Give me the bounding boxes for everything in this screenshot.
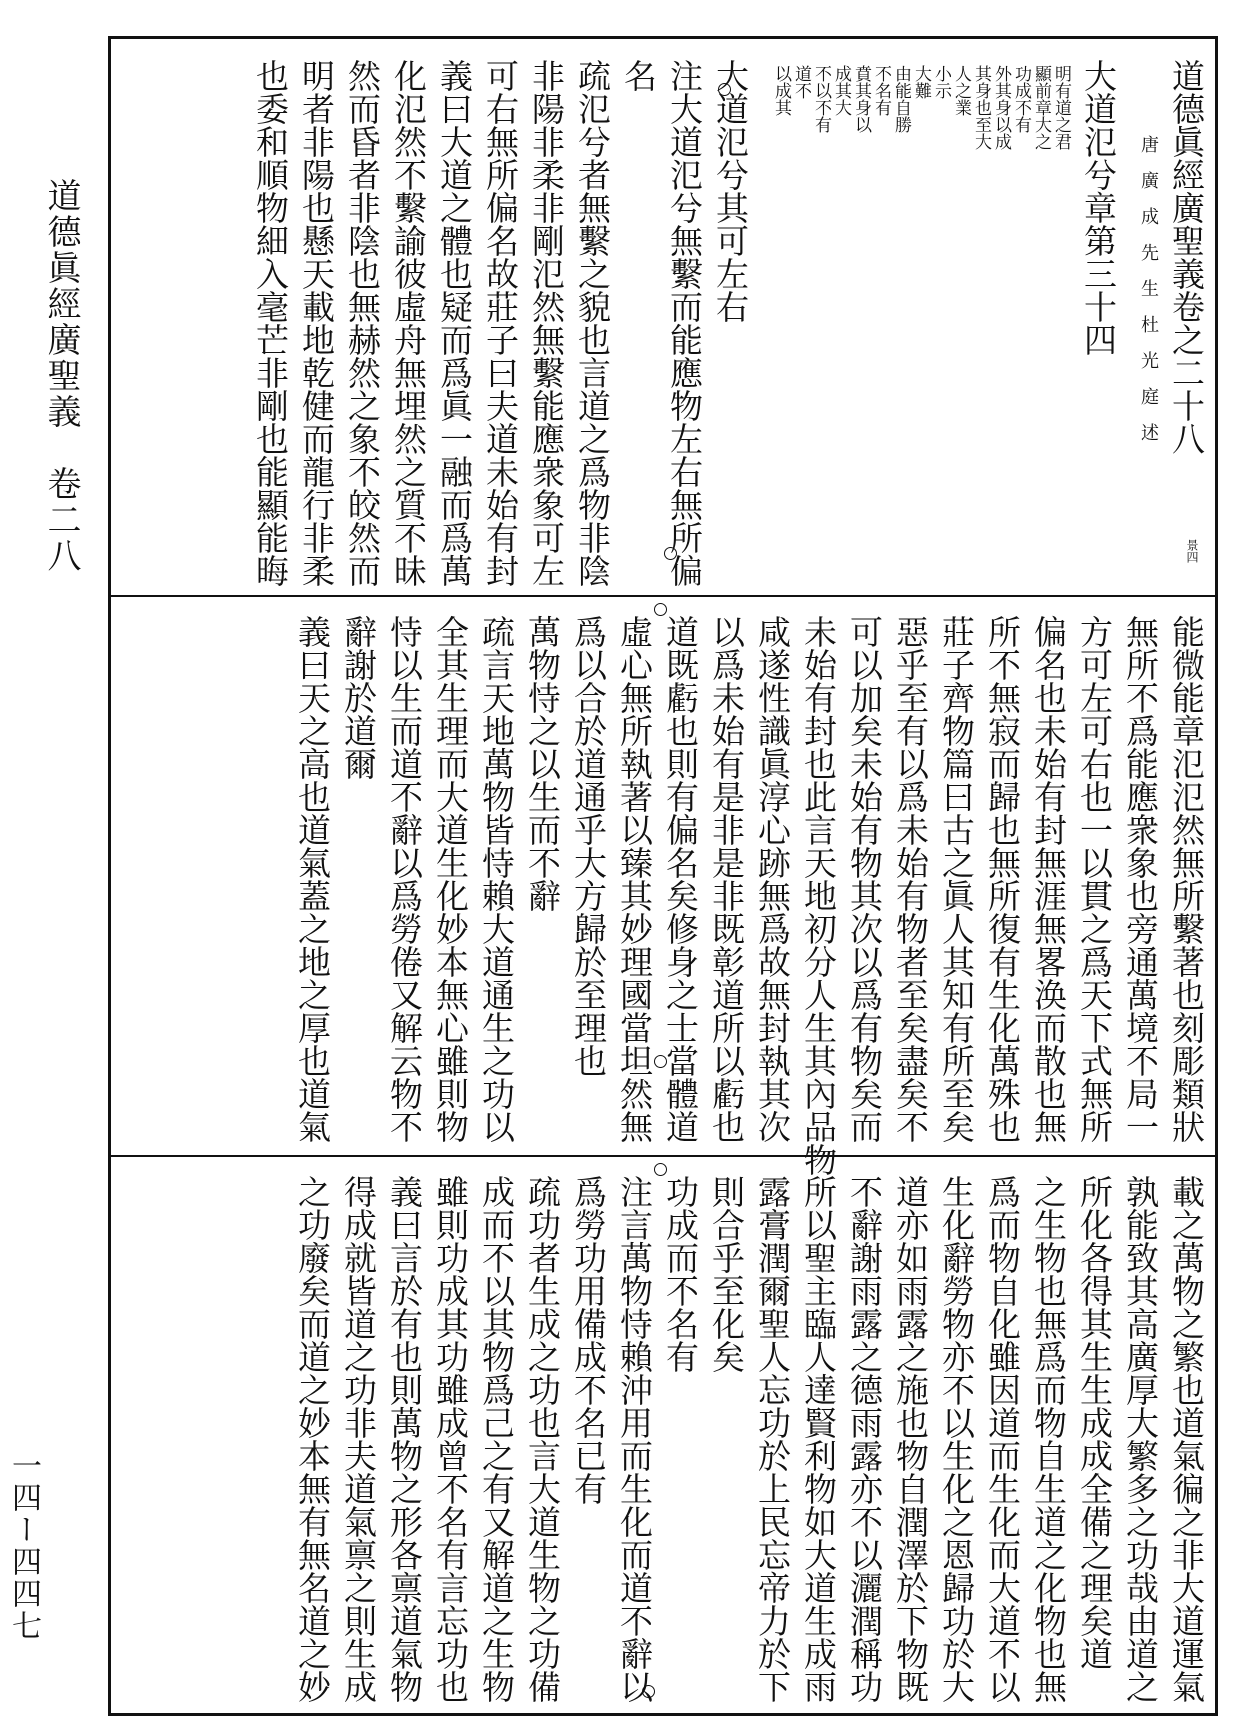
book-title: 道德眞經廣聖義 卷二八 [41, 178, 81, 574]
chapter-note-6: 人之業 [951, 65, 971, 116]
text-line: 義曰言於有也則萬物之形各禀道氣物 [385, 1175, 424, 1703]
text-line: 然而昏者非陰也無赫然之象不皎然而 [343, 59, 382, 587]
text-line: 名 [619, 59, 658, 92]
panel-bottom [111, 1155, 1215, 1716]
section-circle-mark [654, 1055, 667, 1068]
scripture-line: 萬物恃之以生而不辭 [523, 615, 562, 912]
block-mark: 景四 [1185, 539, 1199, 563]
chapter-title: 大道氾兮章第三十四 [1079, 59, 1118, 356]
text-line: 雖則功成其功雖成曾不名有言忘功也 [431, 1175, 470, 1703]
section-circle-mark [654, 603, 667, 616]
chapter-note-14: 道不 [791, 65, 811, 99]
chapter-note-1: 明有道之君 [1051, 65, 1071, 150]
text-line: 莊子齊物篇曰古之眞人其知有所至矣 [937, 615, 976, 1143]
text-line: 疏功者生成之功也言大道生物之功備 [523, 1175, 562, 1703]
text-line: 虛心無所執著以臻其妙理國當坦然無 [615, 615, 654, 1143]
section-circle-mark [654, 1163, 667, 1176]
text-line: 注言萬物恃賴沖用而生化而道不辭以 [615, 1175, 654, 1703]
section-circle-mark [642, 1685, 655, 1698]
text-line: 道亦如雨露之施也物自潤澤於下物既 [891, 1175, 930, 1703]
text-line: 孰能致其高廣厚大繁多之功哉由道之 [1121, 1175, 1160, 1703]
chapter-note-13: 不以不有 [811, 65, 831, 133]
text-line: 所化各得其生生成成全備之理矣道 [1075, 1175, 1114, 1670]
chapter-note-7: 小示 [931, 65, 951, 99]
chapter-note-3: 功成不有 [1011, 65, 1031, 133]
text-line: 惡乎至有以爲未始有物者至矣盡矣不 [891, 615, 930, 1143]
author-line: 唐 廣 成 先 生 杜 光 庭 述 [1138, 135, 1159, 441]
chapter-note-4: 外其身以成 [991, 65, 1011, 150]
chapter-note-12: 成其大 [831, 65, 851, 116]
chapter-note-5: 其身也至大 [971, 65, 991, 150]
text-line: 義曰大道之體也疑而爲眞一融而爲萬 [435, 59, 474, 587]
panel-top [111, 39, 1215, 597]
text-line: 爲以合於道通乎大方歸於至理也 [569, 615, 608, 1077]
text-line: 疏氾兮者無繫之貌也言道之爲物非陰 [573, 59, 612, 587]
scripture-line: 功成而不名有 [661, 1175, 700, 1373]
text-line: 也委和順物細入毫芒非剛也能顯能晦 [251, 59, 290, 587]
section-circle-mark [664, 547, 677, 560]
text-line: 恃以生而道不辭以爲勞倦又解云物不 [385, 615, 424, 1143]
text-line: 所以聖主臨人達賢利物如大道生成雨 [799, 1175, 838, 1703]
scripture-line: 大道氾兮其可左右 [711, 59, 750, 323]
chapter-note-10: 不名有 [871, 65, 891, 116]
text-line: 化氾然不繫諭彼虛舟無埋然之質不昧 [389, 59, 428, 587]
text-line: 可以加矣未始有物其次以爲有物矣而 [845, 615, 884, 1143]
text-line: 未始有封也此言天地初分人生其內品物 [799, 615, 838, 1176]
volume-title: 道德眞經廣聖義卷之二十八 [1167, 59, 1206, 455]
text-line: 生化辭勞物亦不以生化之恩歸功於大 [937, 1175, 976, 1703]
text-line: 不辭謝雨露之德雨露亦不以灑潤稱功 [845, 1175, 884, 1703]
chapter-note-9: 由能自勝 [891, 65, 911, 133]
text-line: 可右無所偏名故莊子曰夫道未始有封 [481, 59, 520, 587]
text-line: 道既虧也則有偏名矣修身之士當體道 [661, 615, 700, 1143]
text-line: 則合乎至化矣 [707, 1175, 746, 1373]
chapter-note-11: 賁其身以 [851, 65, 871, 133]
chapter-note-15: 以成其 [771, 65, 791, 116]
text-line: 辭謝於道爾 [339, 615, 378, 780]
text-line: 所不無寂而歸也無所復有生化萬殊也 [983, 615, 1022, 1143]
panel-middle [111, 595, 1215, 1176]
section-circle-mark [718, 83, 731, 96]
page-frame [108, 36, 1218, 1716]
text-line: 全其生理而大道生化妙本無心雖則物 [431, 615, 470, 1143]
chapter-note-2: 顯前章大之 [1031, 65, 1051, 150]
text-line: 以爲未始有是非是非既彰道所以虧也 [707, 615, 746, 1143]
text-line: 疏言天地萬物皆恃賴大道通生之功以 [477, 615, 516, 1143]
text-line: 成而不以其物爲己之有又解道之生物 [477, 1175, 516, 1703]
text-line: 非陽非柔非剛氾然無繫能應衆象可左 [527, 59, 566, 587]
text-line: 注大道氾兮無繫而能應物左右無所偏 [665, 59, 704, 587]
text-line: 無所不爲能應衆象也旁通萬境不局一 [1121, 615, 1160, 1143]
text-line: 載之萬物之繁也道氣徧之非大道運氣 [1167, 1175, 1206, 1703]
text-line: 咸遂性識眞淳心跡無爲故無封執其次 [753, 615, 792, 1143]
text-line: 爲而物自化雖因道而生化而大道不以 [983, 1175, 1022, 1703]
text-line: 露膏潤爾聖人忘功於上民忘帝力於下 [753, 1175, 792, 1703]
chapter-note-8: 大難 [911, 65, 931, 99]
text-line: 偏名也未始有封無涯無畧涣而散也無 [1029, 615, 1068, 1143]
text-line: 能微能章氾氾然無所繫著也刻彫類狀 [1167, 615, 1206, 1143]
text-line: 之功廢矣而道之妙本無有無名道之妙 [293, 1175, 332, 1703]
page-range: 一四ー四四七 [6, 1450, 41, 1642]
text-line: 義曰天之高也道氣蓋之地之厚也道氣 [293, 615, 332, 1143]
text-line: 爲勞功用備成不名已有 [569, 1175, 608, 1505]
text-line: 明者非陽也懸天載地乾健而龍行非柔 [297, 59, 336, 587]
text-line: 得成就皆道之功非夫道氣禀之則生成 [339, 1175, 378, 1703]
text-line: 方可左可右也一以貫之爲天下式無所 [1075, 615, 1114, 1143]
text-line: 之生物也無爲而物自生道之化物也無 [1029, 1175, 1068, 1703]
